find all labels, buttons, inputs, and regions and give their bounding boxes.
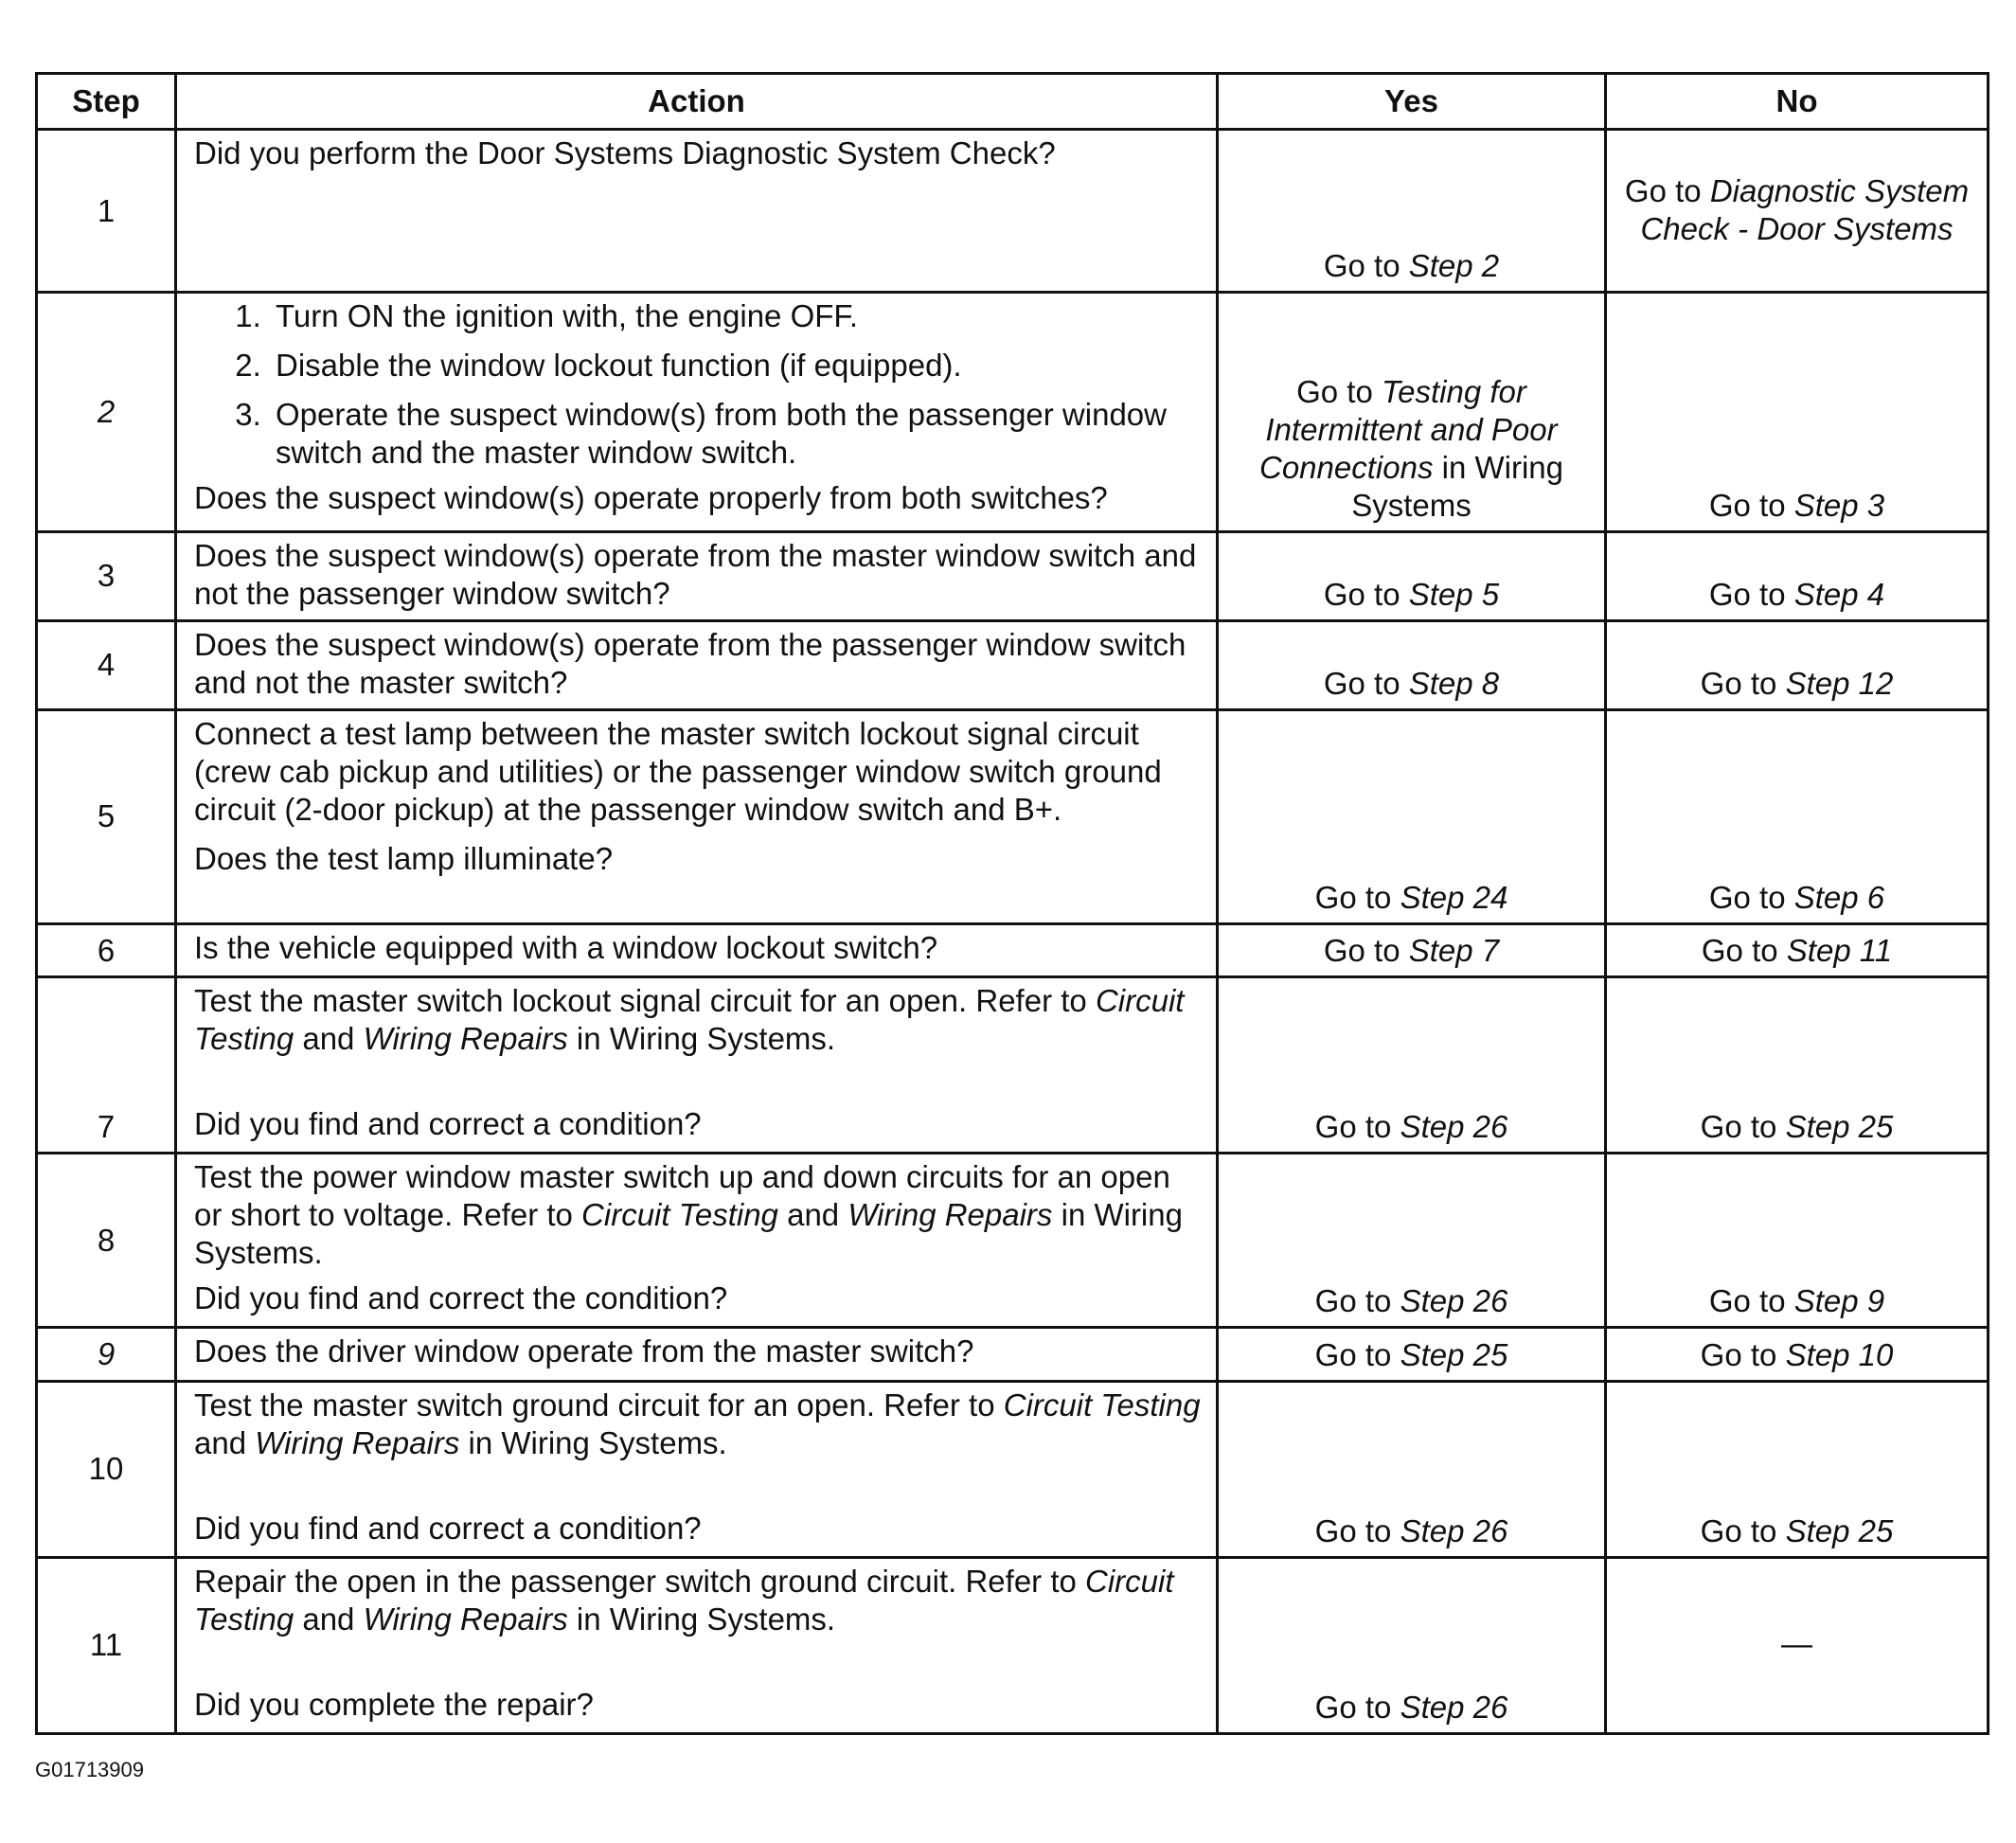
yes-cell: Go to Step 8: [1218, 620, 1606, 709]
no-cell: Go to Step 10: [1606, 1328, 1989, 1381]
action-paragraph: Test the power window master switch up and down circuits for an open or short to voltage. Refer to Circuit Testing and Wiring Repairs in Wiring Systems.: [194, 1159, 1183, 1271]
no-link: Step 9: [1793, 1283, 1885, 1319]
no-cell: Go to Diagnostic System Check - Door Systems: [1606, 130, 1989, 293]
action-paragraph: Repair the open in the passenger switch ground circuit. Refer to Circuit Testing and Wiring Repairs in Wiring Systems.: [194, 1563, 1174, 1637]
action-question: Is the vehicle equipped with a window lockout switch?: [194, 929, 938, 965]
no-cell: Go to Step 25: [1606, 1381, 1989, 1557]
list-item: 1. Turn ON the ignition with, the engine OFF.: [270, 297, 1201, 335]
header-step: Step: [37, 74, 176, 130]
table-row: [37, 531, 1989, 620]
table-row: [37, 923, 1989, 976]
action-question: Did you perform the Door Systems Diagnostic System Check?: [194, 135, 1056, 170]
table-row: [37, 1328, 1989, 1381]
header-action: Action: [176, 74, 1218, 130]
action-paragraph: Connect a test lamp between the master switch lockout signal circuit (crew cab pickup and utilities) or the passenger window switch ground circuit (2-door pickup) at the passenger window switch and B+.: [194, 715, 1162, 827]
no-cell: Go to Step 9: [1606, 1154, 1989, 1328]
no-link: Step 12: [1785, 665, 1894, 701]
action-question: Does the suspect window(s) operate from the master window switch and not the passenger window switch?: [194, 537, 1197, 611]
no-cell: Go to Step 4: [1606, 531, 1989, 620]
table-row: [37, 709, 1989, 923]
yes-cell: Go to Step 2: [1218, 130, 1606, 293]
list-item: 3. Operate the suspect window(s) from both the passenger window switch and the master window switch.: [270, 396, 1201, 472]
yes-cell: Go to Step 26: [1218, 977, 1606, 1154]
action-paragraph: Test the master switch lockout signal circuit for an open. Refer to Circuit Testing and Wiring Repairs in Wiring Systems.: [194, 983, 1185, 1057]
yes-link: Testing for Intermittent and Poor Connections: [1259, 373, 1558, 485]
table-row: [37, 977, 1989, 1154]
action-cell: [176, 1557, 1218, 1733]
action-paragraph: Test the master switch ground circuit for an open. Refer to Circuit Testing and Wiring Repairs in Wiring Systems.: [194, 1387, 1201, 1460]
yes-cell: Go to Step 26: [1218, 1557, 1606, 1733]
action-cell: [176, 531, 1218, 620]
yes-link: Step 26: [1400, 1512, 1508, 1548]
action-question: Did you find and correct the condition?: [194, 1280, 728, 1316]
yes-cell: Go to Step 24: [1218, 709, 1606, 923]
action-cell: [176, 1328, 1218, 1381]
yes-link: Step 2: [1408, 248, 1500, 284]
action-question: Does the driver window operate from the master switch?: [194, 1333, 974, 1369]
yes-link: Step 25: [1400, 1336, 1508, 1372]
action-steps-list: [194, 297, 1201, 472]
step-number: 5: [37, 709, 176, 923]
no-cell: Go to Step 6: [1606, 709, 1989, 923]
no-link: Step 25: [1785, 1512, 1894, 1548]
yes-link: Step 24: [1400, 879, 1508, 915]
no-link: Step 3: [1793, 487, 1885, 523]
header-row: [37, 74, 1989, 130]
action-cell: [176, 1381, 1218, 1557]
action-cell: [176, 977, 1218, 1154]
action-question: Does the test lamp illuminate?: [194, 840, 614, 876]
step-number: 2: [37, 293, 176, 531]
action-question: Did you find and correct a condition?: [194, 1510, 702, 1546]
table-row: [37, 620, 1989, 709]
yes-link: Step 26: [1400, 1109, 1508, 1145]
yes-cell: Go to Step 5: [1218, 531, 1606, 620]
no-link: Step 11: [1786, 933, 1893, 969]
yes-cell: Go to Step 25: [1218, 1328, 1606, 1381]
yes-link: Step 26: [1400, 1690, 1508, 1725]
no-link: Step 10: [1785, 1336, 1894, 1372]
table-row: [37, 1154, 1989, 1328]
step-number: 7: [37, 977, 176, 1154]
step-number: 3: [37, 531, 176, 620]
no-cell: Go to Step 11: [1606, 923, 1989, 976]
step-number: 1: [37, 130, 176, 293]
table-row: [37, 130, 1989, 293]
action-cell: [176, 130, 1218, 293]
no-link: Diagnostic System Check - Door Systems: [1640, 172, 1970, 246]
step-number: 9: [37, 1328, 176, 1381]
header-no: No: [1606, 74, 1989, 130]
table-row: [37, 293, 1989, 531]
no-cell: —: [1606, 1557, 1989, 1733]
yes-cell: Go to Step 26: [1218, 1154, 1606, 1328]
table-row: [37, 1381, 1989, 1557]
diagnostic-table: [35, 72, 1989, 1735]
no-cell: Go to Step 3: [1606, 293, 1989, 531]
step-number: 10: [37, 1381, 176, 1557]
no-cell: Go to Step 25: [1606, 977, 1989, 1154]
no-cell: Go to Step 12: [1606, 620, 1989, 709]
step-number: 6: [37, 923, 176, 976]
yes-cell: Go to Step 7: [1218, 923, 1606, 976]
action-cell: [176, 620, 1218, 709]
no-link: Step 25: [1785, 1109, 1894, 1145]
no-link: Step 4: [1793, 576, 1885, 612]
step-number: 8: [37, 1154, 176, 1328]
action-cell: [176, 293, 1218, 531]
yes-link: Step 26: [1400, 1283, 1508, 1319]
action-question: Does the suspect window(s) operate from the passenger window switch and not the master switch?: [194, 626, 1186, 700]
action-question: Does the suspect window(s) operate properly from both switches?: [194, 480, 1108, 516]
yes-link: Step 7: [1408, 933, 1500, 969]
step-number: 4: [37, 620, 176, 709]
table-row: [37, 1557, 1989, 1733]
action-question: Did you find and correct a condition?: [194, 1106, 702, 1142]
yes-link: Step 8: [1408, 665, 1500, 701]
yes-link: Step 5: [1408, 576, 1500, 612]
action-cell: [176, 923, 1218, 976]
action-cell: [176, 1154, 1218, 1328]
figure-id: G01713909: [35, 1758, 144, 1781]
yes-cell: Go to Testing for Intermittent and Poor Connections in Wiring Systems: [1218, 293, 1606, 531]
step-number: 11: [37, 1557, 176, 1733]
action-question: Did you complete the repair?: [194, 1686, 594, 1722]
header-yes: Yes: [1218, 74, 1606, 130]
no-link: Step 6: [1793, 879, 1885, 915]
list-item: 2. Disable the window lockout function (if equipped).: [270, 347, 1201, 385]
action-cell: [176, 709, 1218, 923]
yes-cell: Go to Step 26: [1218, 1381, 1606, 1557]
